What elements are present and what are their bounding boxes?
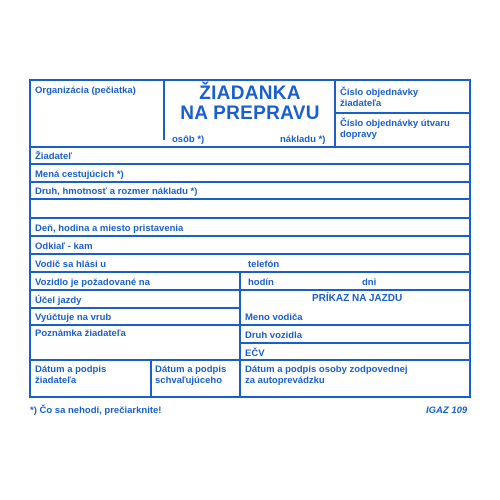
dispatch-left-line xyxy=(239,271,241,361)
organization-label: Organizácia (pečiatka) xyxy=(35,85,136,96)
vehicle-type-label: Druh vozidla xyxy=(245,330,303,341)
row-line-7 xyxy=(29,271,471,273)
requester-label: Žiadateľ xyxy=(35,151,72,162)
hours-label: hodín xyxy=(248,277,274,288)
frame-left xyxy=(29,79,31,398)
persons-label: osôb *) xyxy=(172,134,205,145)
row-line-1 xyxy=(29,163,471,165)
header-bottom-line xyxy=(29,146,471,148)
row-line-3 xyxy=(29,198,471,200)
row-line-signatures xyxy=(29,359,471,361)
cargo-label: nákladu *) xyxy=(280,134,326,145)
ecv-label: EČV xyxy=(245,348,265,359)
cargo-type-label: Druh, hmotnosť a rozmer nákladu *) xyxy=(35,186,198,197)
row-line-5 xyxy=(29,235,471,237)
trip-purpose-label: Účel jazdy xyxy=(35,295,82,306)
footnote: *) Čo sa nehodí, prečiarknite! xyxy=(30,405,162,416)
order-number-requester-label: Číslo objednávky žiadateľa xyxy=(340,87,419,109)
driver-name-label: Meno vodiča xyxy=(245,312,303,323)
days-label: dni xyxy=(362,277,377,288)
signature-requester-label: Dátum a podpis žiadateľa xyxy=(35,364,107,386)
dispatch-line-2 xyxy=(239,342,471,344)
signature-transport-label: Dátum a podpis osoby zodpovednej za autoprevádzku xyxy=(245,364,408,386)
frame-bottom xyxy=(29,396,471,398)
phone-label: telefón xyxy=(248,259,280,270)
sig-divider-1 xyxy=(150,359,152,398)
row-line-2 xyxy=(29,181,471,183)
driver-report-label: Vodič sa hlási u xyxy=(35,259,107,270)
billed-to-label: Vyúčtuje na vrub xyxy=(35,312,112,323)
vehicle-required-label: Vozidlo je požadované na xyxy=(35,277,150,288)
row-line-6 xyxy=(29,253,471,255)
frame-top xyxy=(29,79,471,81)
row-line-10 xyxy=(29,324,240,326)
order-number-transport-label: Číslo objednávky útvaru dopravy xyxy=(340,118,450,140)
date-time-place-label: Deň, hodina a miesto pristavenia xyxy=(35,223,184,234)
form-title-line2: NA PREPRAVU xyxy=(180,103,320,124)
requester-note-label: Poznámka žiadateľa xyxy=(35,328,126,339)
dispatch-line-1 xyxy=(239,324,471,326)
row-line-9 xyxy=(29,307,240,309)
signature-approver-label: Dátum a podpis schvaľujúceho xyxy=(155,364,227,386)
dispatch-header: PRÍKAZ NA JAZDU xyxy=(312,293,403,304)
form-title-line1: ŽIADANKA xyxy=(199,83,301,104)
row-line-8 xyxy=(29,289,471,291)
row-line-4 xyxy=(29,217,471,219)
form-code: IGAZ 109 xyxy=(426,405,468,416)
frame-right xyxy=(469,79,471,398)
order-box-divider xyxy=(334,112,470,114)
from-to-label: Odkiaľ - kam xyxy=(35,241,93,252)
passenger-names-label: Mená cestujúcich *) xyxy=(35,169,124,180)
